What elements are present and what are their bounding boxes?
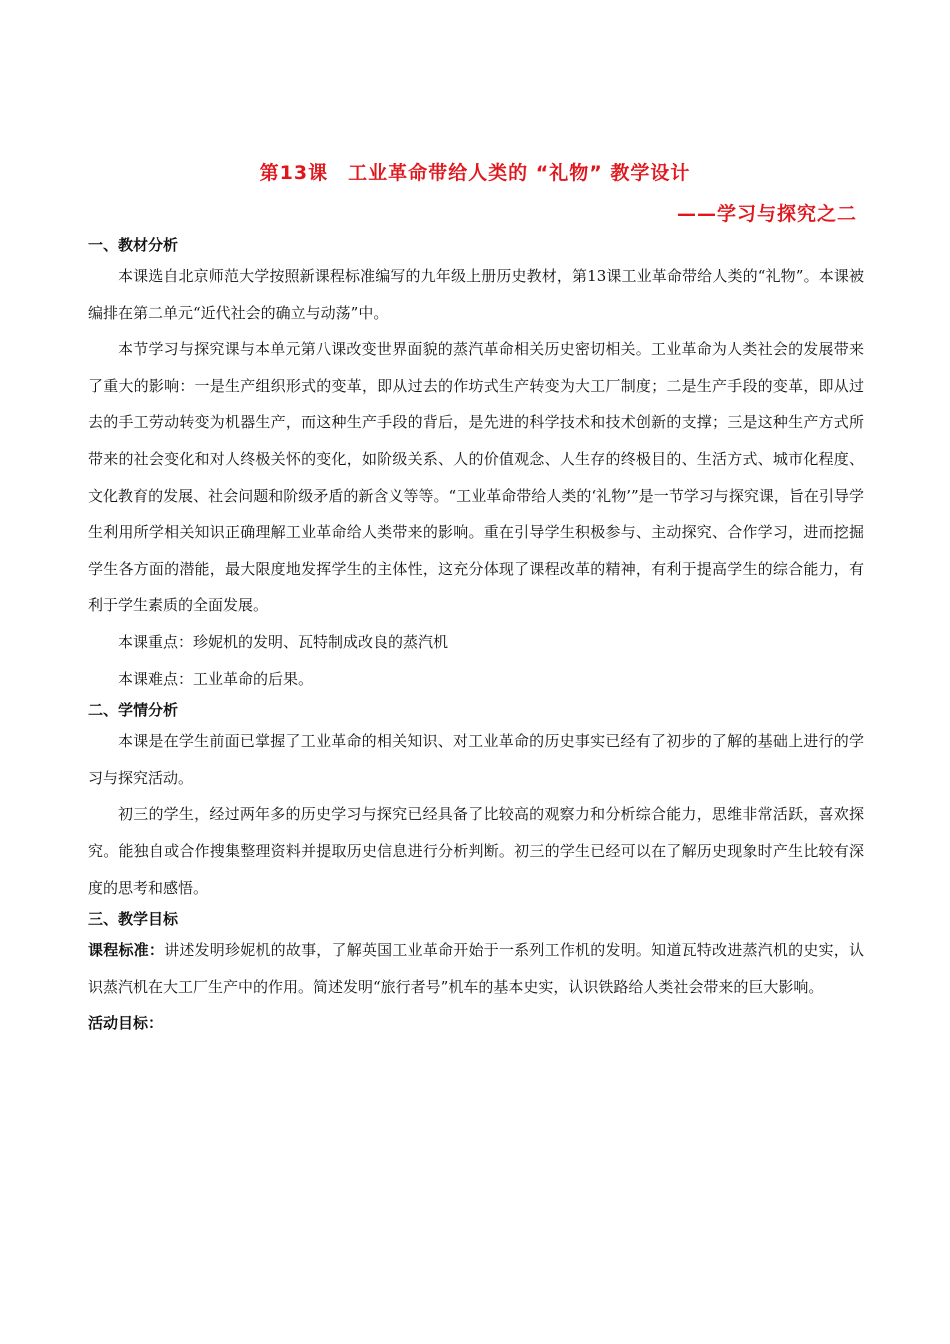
section-heading-textbook-analysis: 一、教材分析 xyxy=(88,236,179,254)
section-heading-teaching-goals: 三、教学目标 xyxy=(88,910,179,929)
activity-goals-paragraph xyxy=(88,1005,864,1042)
paragraph: 本课是在学生前面已掌握了工业革命的相关知识、对工业革命的历史事实已经有了初步的了解的基础上进行的学习与探究活动。 xyxy=(88,732,864,787)
paragraph: 本节学习与探究课与本单元第八课改变世界面貌的蒸汽革命相关历史密切相关。工业革命为人类社会的发展带来了重大的影响：一是生产组织形式的变革，即从过去的作坊式生产转变为大工厂制度；二是生产手段的变革，即从过去的手工劳动转变为机器生产，而这种生产手段的背后，是先进的科学技术和技术创新的支撑；三是这种生产方式所带来的社会变化和对人终极关怀的变化，如阶级关系、人的价值观念、人生存的终极目的、生活方式、城市化程度、文化教育的发展、社会问题和阶级矛盾的新含义等等。“工业革命带给人类的‘礼物’”是一节学习与探究课，旨在引导学生利用所学相关知识正确理解工业革命给人类带来的影响。重在引导学生积极参与、主动探究、合作学习，进而挖掘学生各方面的潜能，最大限度地发挥学生的主体性，这充分体现了课程改革的精神，有利于提高学生的综合能力，有利于学生素质的全面发展。 xyxy=(88,340,864,615)
document-subtitle: ——学习与探究之二 xyxy=(676,203,857,225)
key-point: 本课重点：珍妮机的发明、瓦特制成改良的蒸汽机 xyxy=(118,632,449,651)
curriculum-standard-label: 课程标准： xyxy=(88,941,165,960)
document-title: 第13课 工业革命带给人类的 “礼物” 教学设计 xyxy=(259,162,691,184)
section-heading-student-analysis: 二、学情分析 xyxy=(88,701,179,720)
paragraph: 本课选自北京师范大学按照新课程标准编写的九年级上册历史教材，第13课工业革命带给人类的“礼物”。本课被编排在第二单元“近代社会的确立与动荡”中。 xyxy=(88,267,864,322)
curriculum-standard-text: 讲述发明珍妮机的故事，了解英国工业革命开始于一系列工作机的发明。知道瓦特改进蒸汽机的史实，认识蒸汽机在大工厂生产中的作用。简述发明“旅行者号”机车的基本史实，认识铁路给人类社会带来的巨大影响。 xyxy=(88,941,864,996)
paragraph: 初三的学生，经过两年多的历史学习与探究已经具备了比较高的观察力和分析综合能力，思维非常活跃，喜欢探究。能独自或合作搜集整理资料并提取历史信息进行分析判断。初三的学生已经可以在了解历史现象时产生比较有深度的思考和感悟。 xyxy=(88,805,864,897)
difficult-point: 本课难点：工业革命的后果。 xyxy=(118,669,314,688)
activity-goals-label: 活动目标： xyxy=(88,1014,164,1033)
curriculum-standard-paragraph xyxy=(88,932,864,1005)
document-body xyxy=(88,232,864,1042)
